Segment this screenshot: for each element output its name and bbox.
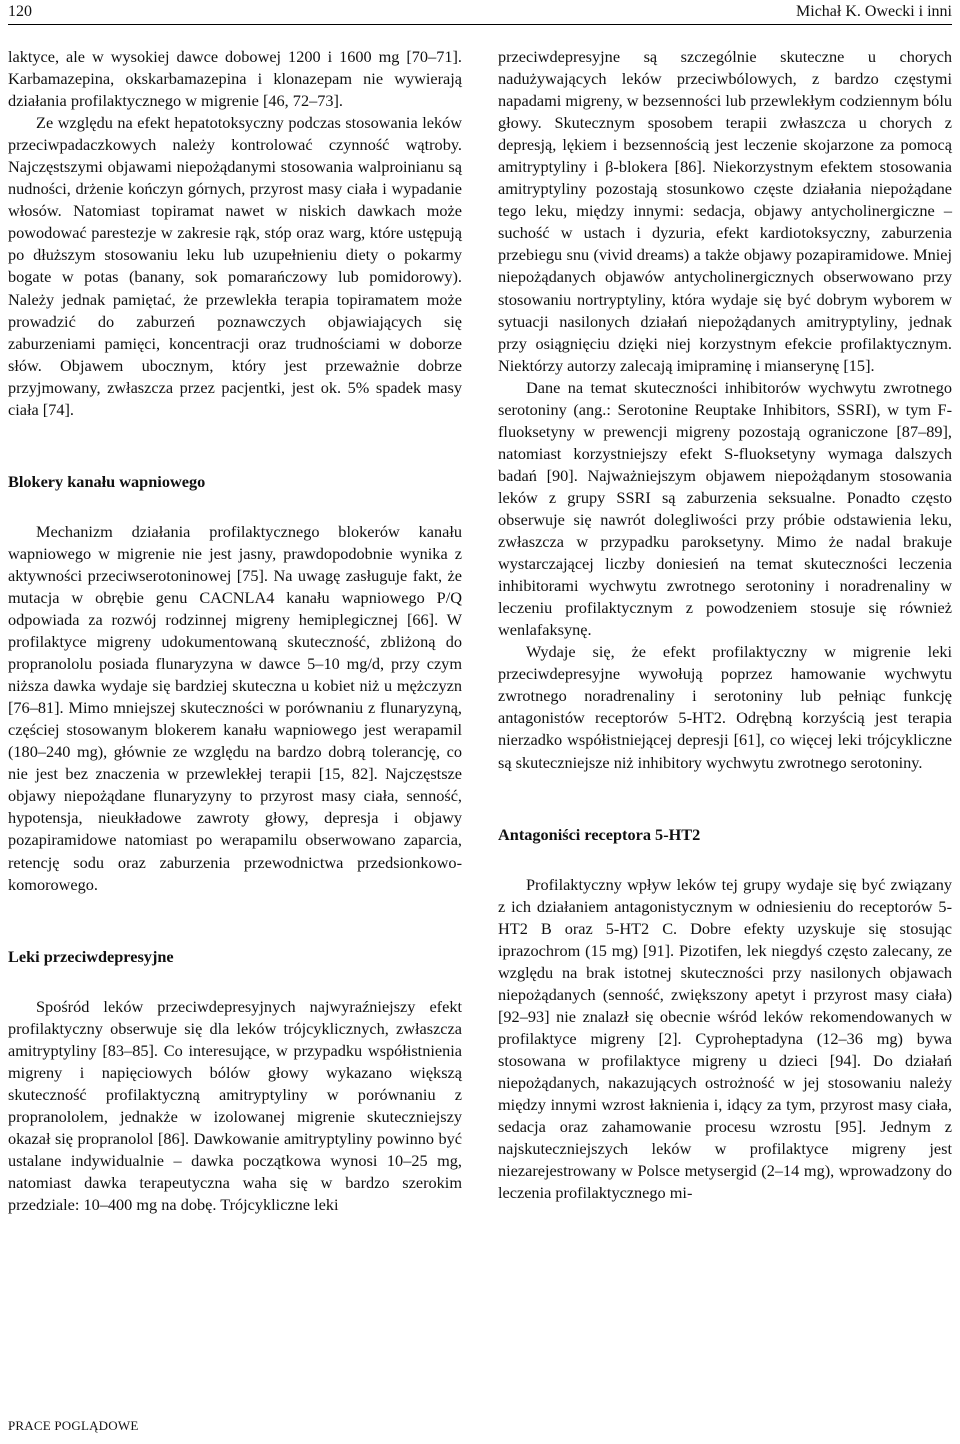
right-column [498,46,952,1204]
header-divider [8,24,952,25]
paragraph: przeciwdepresyjne są szczególnie skuteczne u chorych nadużywających leków przeciwbólowych, z bardzo częstymi napadami migreny, w bezsenności lub przewlekłym codziennym bólu głowy. Skutecznym sposobem terapii zwłaszcza u chorych z depresją, lękiem i bezsennością jest leczenie skojarzone za pomocą amitryptyliny i β-blokera [86]. Niekorzystnym efektem stosowania amitryptyliny pozostają stosunkowo częste działania niepożądane tego leku, między innymi: sedacja, objawy antycholinergiczne – suchość w ustach i dyzuria, efekt kardiotoksyczny, zaburzenia przebiegu snu (vivid dreams) a także objawy pozapiramidowe. Mniej niepożądanych objawów antycholinergicznych obserwowano przy stosowaniu nortryptyliny, która wydaje się być dobrym wyborem w sytuacji nasilonych działań niepożądanych amitryptyliny, jednak przy osiągnięciu dzięki niej korzystnym efekcie profilaktycznym. Niektórzy autorzy zalecają imipraminę i mianserynę [15]. [498,47,952,375]
footer-section-label: PRACE POGLĄDOWE [8,1418,139,1433]
paragraph: Ze względu na efekt hepatotoksyczny podczas stosowania leków przeciwpadaczkowych należy kontrolować czynność wątroby. Najczęstszymi objawami niepożądanymi stosowania walproinianu są nudności, drżenie kończyn górnych, przyrost masy ciała i wypadanie włosów. Natomiast topiramat nawet w niskich dawkach może powodować parestezje w zakresie rąk, stóp oraz warg, które ustępują po dłuższym stosowaniu leku lub uzupełnieniu diety o pokarmy bogate w potas (banany, sok pomarańczowy lub pomidorowy). Należy jednak pamiętać, że przewlekła terapia topiramatem może prowadzić do zaburzeń poznawczych objawiających się zaburzeniami pamięci, koncentracji oraz trudnościami w doborze słów. Objawem ubocznym, który jest przeważnie dobrze przyjmowany, zwłaszcza przez pacjentki, jest ok. 5% spadek masy ciała [74]. [8,113,462,419]
section-heading: Antagoniści receptora 5-HT2 [498,824,701,844]
paragraph: Wydaje się, że efekt profilaktyczny w migrenie leki przeciwdepresyjne wywołują poprzez hamowanie wychwytu zwrotnego noradrenaliny i serotoniny lub pełniąc funkcję antagonistów receptorów 5-HT2. Odrębną korzyścią jest terapia nierzadko współistniejącej depresji [61], co więcej leki trójcykliczne są skuteczniejsze niż inhibitory wychwytu zwrotnego serotoniny. [498,642,952,772]
paragraph: Mechanizm działania profilaktycznego blokerów kanału wapniowego w migrenie nie jest jasny, prawdopodobnie wynika z aktywności przeciwserotoninowej [75]. Na uwagę zasługuje fakt, że mutacja w obrębie genu CACNLA4 kanału wapniowego P/Q odpowiada za rozwój rodzinnej migreny hemiplegicznej [66]. W profilaktyce migreny udokumentowaną skuteczność, zbliżoną do propranololu posiada flunaryzyna w dawce 5–10 mg/d, przy czym niższa dawka wydaje się bardziej skuteczna u kobiet niż u mężczyzn [76–81]. Mimo mniejszej skuteczności w porównaniu z flunaryzyną, częściej stosowanym blokerem kanału wapniowego jest werapamil (180–240 mg), głównie ze względu na bardzo dobrą tolerancję, co nie jest bez znaczenia w przewlekłej terapii [15, 82]. Najczęstsze objawy niepożądane flunaryzyny to przyrost masy ciała, senność, hypotensja, nieukładowe zawroty głowy, depresja i objawy pozapiramidowe natomiast po werapamilu obserwowano zaparcia, retencję sodu oraz zaburzenia przewodnictwa przedsionkowo-komorowego. [8,521,462,894]
paragraph: Dane na temat skuteczności inhibitorów wychwytu zwrotnego serotoniny (ang.: Serotonine Reuptake Inhibitors, SSRI), w tym F-fluoksetyny w prewencji migreny pozostają ograniczone [87–89], natomiast korzystniejszy efekt S-fluoksetyny wymaga dalszych badań [90]. Najważniejszym objawem niepożądanym stosowania leków z grupy SSRI są zaburzenia seksualne. Ponadto często obserwuje się nawrót dolegliwości przy próbie odstawienia leku, zwłaszcza w przypadku paroksetyny. Mimo że nadal brakuje wystarczającej liczby doniesień na temat skuteczności leczenia inhibitorami wychwytu zwrotnego serotoniny i noradrenaliny w leczeniu profilaktycznym z powodzeniem stosuje się również wenlafaksynę. [498,377,952,640]
page-header [8,0,952,24]
page-number: 120 [8,3,32,20]
section-heading: Blokery kanału wapniowego [8,471,206,491]
running-head-authors: Michał K. Owecki i inni [796,3,952,20]
section-heading: Leki przeciwdepresyjne [8,946,174,966]
paragraph: Spośród leków przeciwdepresyjnych najwyraźniejszy efekt profilaktyczny obserwuje się dla leków trójcyklicznych, zwłaszcza amitryptyliny [83–85]. Co interesujące, w przypadku współistnienia migreny i napięciowych bólów głowy wykazano większą skuteczność profilaktyczną amitryptyliny w porównaniu z propranololem, jednakże w izolowanej migrenie skuteczniejszy okazał się propranolol [86]. Dawkowanie amitryptyliny powinno być ustalane indywidualnie – dawka początkowa wynosi 10–25 mg, natomiast dawka terapeutyczna waha się w bardzo szerokim przedziale: 10–400 mg na dobę. Trójcykliczne leki [8,996,462,1215]
left-column [8,46,462,1216]
paragraph: Profilaktyczny wpływ leków tej grupy wydaje się być związany z ich działaniem antagonistycznym w odniesieniu do receptorów 5-HT2 B oraz 5-HT2 C. Dobre efekty uzyskuje się stosując iprazochrom (15 mg) [91]. Pizotifen, lek niegdyś często zalecany, ze względu na brak istotnej skuteczności przy nasilonych objawach niepożądanych (senność, zwiększony apetyt i przyrost masy ciała) [92–93] nie znalazł się obecnie wśród leków rekomendowanych w profilaktyce migreny [2]. Cyproheptadyna (12–36 mg) bywa stosowana w profilaktyce migreny u dzieci [94]. Do działań niepożądanych, nakazujących ostrożność w jej stosowaniu należy między innymi wzrost łaknienia i, idący za tym, przyrost masy ciała, sedacja oraz zahamowanie procesu wzrostu [95]. Jednym z najskuteczniejszych leków w profilaktyce migreny jest niezarejestrowany w Polsce metysergid (2–14 mg), wprowadzony do leczenia profilaktycznego mi- [498,874,952,1203]
paragraph: laktyce, ale w wysokiej dawce dobowej 1200 i 1600 mg [70–71]. Karbamazepina, okskarbamazepina i klonazepam nie wywierają działania profilaktycznego w migrenie [46, 72–73]. [8,47,462,111]
